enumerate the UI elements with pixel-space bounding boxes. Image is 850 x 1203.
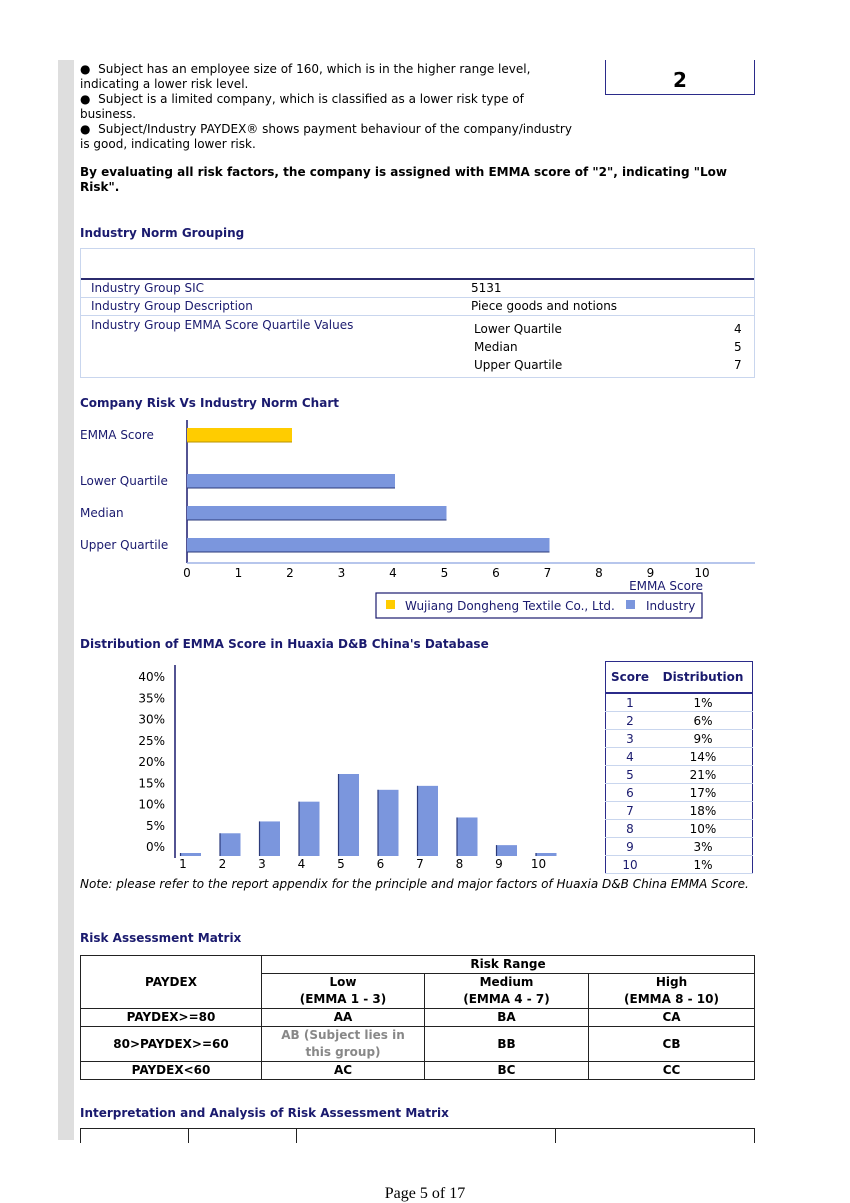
conclusion-text: By evaluating all risk factors, the company is assigned with EMMA score of "2", indicating "Low Risk". [80, 165, 727, 194]
bar [220, 833, 241, 856]
column-range: (EMMA 8 - 10) [624, 992, 719, 1006]
x-tick-label: 5 [337, 857, 345, 871]
left-margin-bar [58, 60, 74, 1140]
y-tick-label: 35% [138, 691, 165, 706]
quartile-value: 7 [734, 358, 742, 372]
distribution-cell: 6% [654, 712, 753, 730]
paydex-header: PAYDEX [81, 956, 262, 1009]
company-risk-chart [75, 415, 765, 625]
table-row [606, 838, 753, 856]
distribution-chart [120, 660, 570, 875]
bar [378, 790, 399, 856]
table-row [606, 748, 753, 766]
x-tick-label: 8 [455, 857, 464, 871]
legend-swatch-company [386, 600, 395, 609]
distribution-cell: 10% [654, 820, 753, 838]
table-row [606, 802, 753, 820]
distribution-cell: 14% [654, 748, 753, 766]
table-row [606, 856, 753, 874]
risk-assessment-matrix [80, 955, 755, 1080]
x-tick-label: 6 [492, 566, 500, 580]
x-tick-label: 5 [440, 566, 449, 580]
note-text: Note: please refer to the report appendix for the principle and major factors of Huaxia D&B China EMMA Score. [80, 877, 749, 891]
y-tick-label: 0% [145, 840, 165, 854]
risk-factor-item: ● Subject/Industry PAYDEX® shows payment behaviour of the company/industry is good, indicating lower risk. [80, 122, 572, 151]
distribution-table [605, 661, 753, 874]
quartile-value: 5 [734, 340, 742, 354]
column-header: Distribution [654, 662, 753, 694]
paydex-range: 80>PAYDEX>=60 [81, 1027, 262, 1062]
score-cell: 2 [606, 712, 655, 730]
x-tick-label: 3 [258, 857, 266, 871]
bar [187, 538, 550, 552]
x-axis-label: EMMA Score [629, 579, 703, 593]
matrix-title: Risk Assessment Matrix [80, 931, 242, 945]
x-tick-label: 10 [530, 857, 547, 871]
table-row [81, 298, 754, 316]
x-tick-label: 9 [646, 566, 655, 580]
x-tick-label: 1 [234, 566, 243, 580]
bar [496, 845, 517, 856]
table-row [81, 316, 754, 376]
score-cell: 10 [606, 856, 655, 874]
distribution-cell: 17% [654, 784, 753, 802]
x-tick-label: 9 [495, 857, 503, 871]
x-tick-label: 7 [543, 566, 552, 580]
y-tick-label: Upper Quartile [80, 538, 169, 552]
industry-norm-title: Industry Norm Grouping [80, 226, 245, 240]
y-tick-label: 40% [138, 670, 165, 684]
bar [536, 853, 557, 856]
score-cell: 3 [606, 730, 655, 748]
table-row [606, 730, 753, 748]
quartile-row [474, 340, 742, 354]
x-tick-label: 4 [389, 566, 397, 580]
bar [187, 474, 395, 488]
table-row [606, 820, 753, 838]
matrix-cell: CC [589, 1062, 755, 1080]
matrix-cell: AC [262, 1062, 425, 1080]
x-tick-label: 2 [286, 566, 294, 580]
matrix-cell: CB [589, 1027, 755, 1062]
column-header [262, 974, 425, 1009]
matrix-cell: BB [425, 1027, 589, 1062]
paydex-range: PAYDEX>=80 [81, 1009, 262, 1027]
matrix-row [81, 1009, 755, 1027]
legend-label-company: Wujiang Dongheng Textile Co., Ltd. [405, 599, 615, 613]
column-header [589, 974, 755, 1009]
risk-range-header: Risk Range [262, 956, 755, 974]
y-tick-label: Lower Quartile [80, 474, 168, 488]
row-label: Industry Group EMMA Score Quartile Values [91, 318, 354, 332]
distribution-cell: 1% [654, 856, 753, 874]
distribution-chart-title: Distribution of EMMA Score in Huaxia D&B China's Database [80, 637, 489, 651]
y-tick-label: 15% [138, 776, 165, 791]
x-tick-label: 7 [416, 857, 424, 871]
legend-label-industry: Industry [646, 599, 696, 613]
score-cell: 9 [606, 838, 655, 856]
risk-factor-text: Subject has an employee size of 160, which is in the higher range level, indicating a lower risk level. [80, 62, 531, 91]
column-divider [296, 1129, 297, 1143]
interpretation-title: Interpretation and Analysis of Risk Assessment Matrix [80, 1106, 449, 1120]
x-tick-label: 8 [595, 566, 603, 580]
score-cell: 8 [606, 820, 655, 838]
table-row [606, 784, 753, 802]
y-tick-label: EMMA Score [80, 428, 154, 442]
industry-norm-table [80, 248, 755, 378]
y-tick-label: Median [80, 506, 124, 520]
matrix-cell: BA [425, 1009, 589, 1027]
distribution-cell: 21% [654, 766, 753, 784]
table-row [606, 693, 753, 712]
bar [259, 821, 280, 856]
risk-factor-list [80, 62, 580, 152]
paydex-range: PAYDEX<60 [81, 1062, 262, 1080]
quartile-row [474, 322, 742, 336]
quartile-row [474, 358, 742, 372]
score-cell: 1 [606, 693, 655, 712]
legend-swatch-industry [626, 600, 635, 609]
quartile-label: Upper Quartile [474, 358, 563, 372]
row-label: Industry Group SIC [91, 281, 205, 295]
column-name: High [655, 975, 688, 989]
x-tick-label: 0 [183, 566, 191, 580]
bar [180, 853, 201, 856]
quartile-value: 4 [734, 322, 742, 336]
row-label: Industry Group Description [91, 299, 253, 313]
row-value: Piece goods and notions [471, 299, 618, 313]
x-tick-label: 1 [179, 857, 187, 871]
distribution-cell: 18% [654, 802, 753, 820]
matrix-cell-subject: AB (Subject lies in this group) [262, 1027, 425, 1062]
row-value: 5131 [471, 281, 502, 295]
page-number: Page 5 of 17 [384, 1185, 466, 1202]
score-cell: 6 [606, 784, 655, 802]
column-name: Medium [479, 975, 534, 989]
y-tick-label: 30% [138, 712, 165, 727]
matrix-cell: CA [589, 1009, 755, 1027]
bar [187, 428, 292, 442]
y-tick-label: 5% [145, 818, 165, 833]
column-range: (EMMA 4 - 7) [463, 992, 550, 1006]
matrix-row [81, 1027, 755, 1062]
column-divider [188, 1129, 189, 1143]
table-header-spacer [81, 249, 754, 280]
bar [299, 802, 320, 856]
column-divider [555, 1129, 556, 1143]
matrix-cell: BC [425, 1062, 589, 1080]
y-tick-label: 25% [138, 733, 165, 748]
column-header: Score [606, 662, 655, 694]
table-row [81, 280, 754, 298]
risk-factor-item: ● Subject has an employee size of 160, which is in the higher range level, indicating a lower risk level. [80, 62, 531, 91]
y-tick-label: 10% [138, 797, 165, 812]
risk-factor-item: ● Subject is a limited company, which is classified as a lower risk type of business. [80, 92, 524, 121]
column-name: Low [329, 975, 357, 989]
matrix-row [81, 1062, 755, 1080]
risk-factor-text: Subject/Industry PAYDEX® shows payment behaviour of the company/industry is good, indicating lower risk. [80, 122, 572, 151]
x-tick-label: 4 [297, 857, 306, 871]
matrix-cell: AA [262, 1009, 425, 1027]
risk-chart-title: Company Risk Vs Industry Norm Chart [80, 396, 339, 410]
x-tick-label: 10 [694, 566, 710, 580]
bar [338, 774, 359, 856]
table-row [606, 712, 753, 730]
column-header [425, 974, 589, 1009]
risk-factor-text: Subject is a limited company, which is classified as a lower risk type of business. [80, 92, 524, 121]
x-tick-label: 6 [376, 857, 385, 871]
distribution-cell: 9% [654, 730, 753, 748]
column-range: (EMMA 1 - 3) [299, 992, 387, 1006]
bar [187, 506, 447, 520]
interpretation-table [80, 1128, 755, 1143]
quartile-label: Lower Quartile [474, 322, 562, 336]
x-tick-label: 2 [218, 857, 227, 871]
y-tick-label: 20% [138, 755, 165, 769]
distribution-cell: 3% [654, 838, 753, 856]
quartile-label: Median [474, 340, 518, 354]
bar [417, 786, 438, 856]
table-row [606, 766, 753, 784]
x-tick-label: 3 [337, 566, 346, 580]
score-cell: 4 [606, 748, 655, 766]
distribution-cell: 1% [654, 693, 753, 712]
emma-score-box: 2 [605, 60, 755, 95]
score-cell: 7 [606, 802, 655, 820]
bar [457, 817, 478, 856]
score-cell: 5 [606, 766, 655, 784]
